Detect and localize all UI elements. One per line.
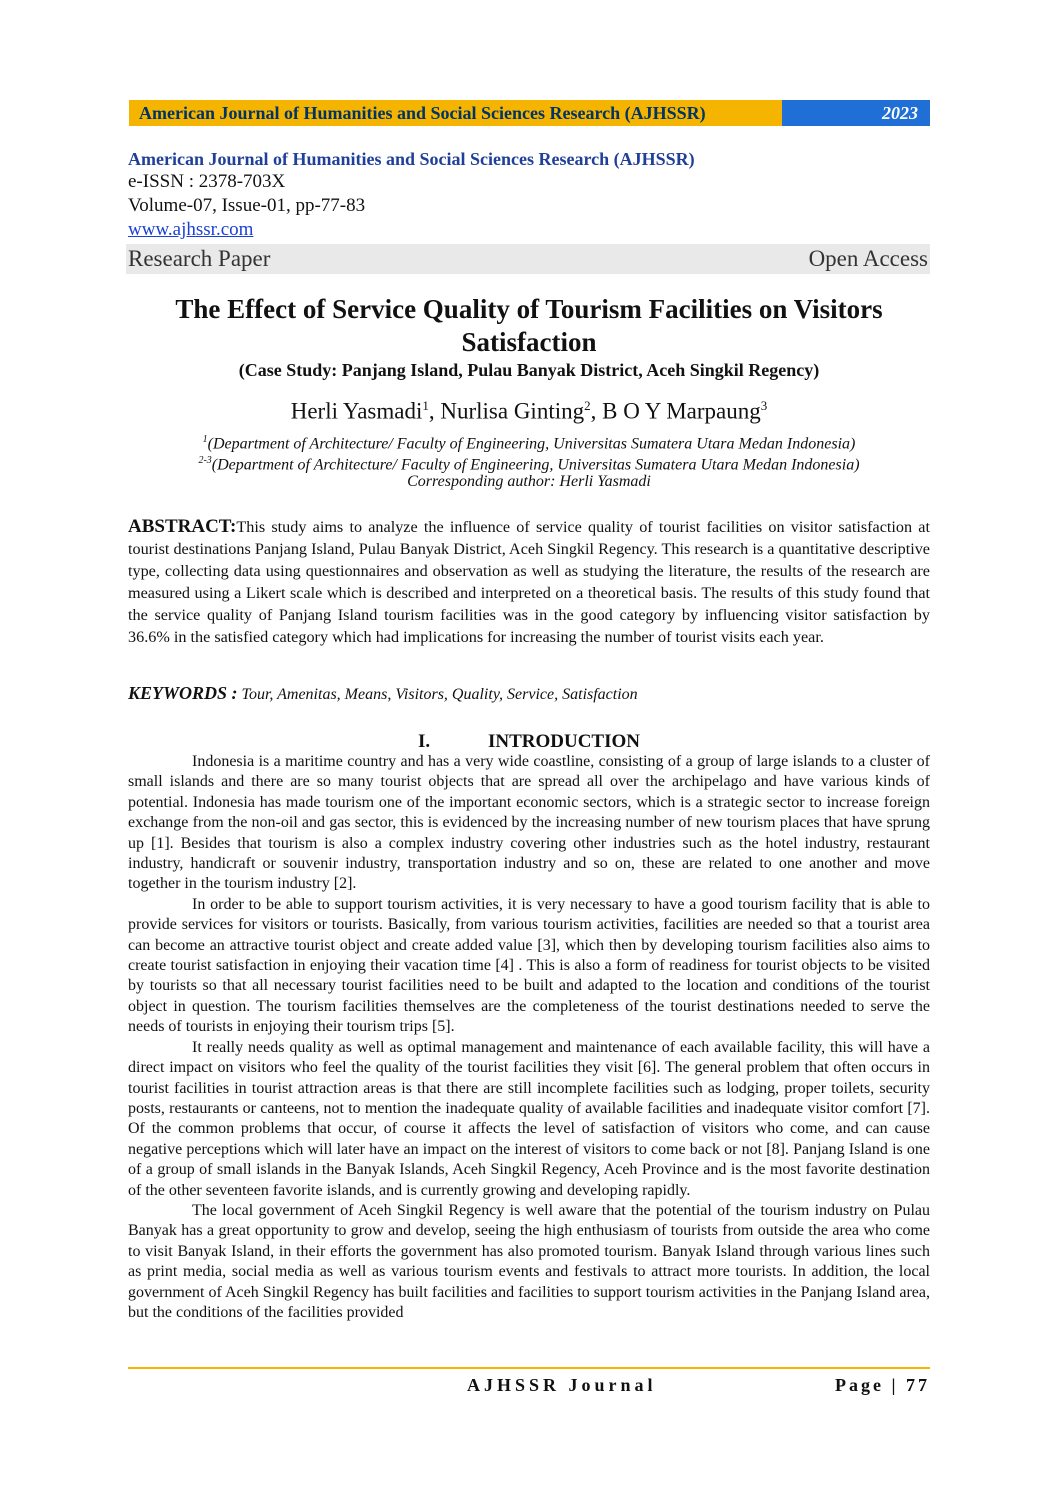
header-year-cell [782,100,930,126]
paper-subtitle: (Case Study: Panjang Island, Pulau Banyak District, Aceh Singkil Regency) [238,360,820,380]
author-affil-mark: 1 [422,398,429,413]
author-name: Herli Yasmadi [290,398,423,424]
corresponding-author: Corresponding author: Herli Yasmadi [407,473,651,490]
author-separator: , [590,398,603,424]
introduction-body [128,752,930,1323]
body-paragraph: In order to be able to support tourism activities, it is very necessary to have a good tourism facility that is able to provide services for visitors or tourists. Basically, from various tourism activities, facilities are needed so that a tourist area can become an attractive tourist object and create added value [3], which then by developing tourism facilities also aims to create tourist satisfaction in enjoying their vacation time [4] . This is also a form of readiness for tourist objects to be visited by tourists so that all necessary tourist facilities need to be built and adapted to the location and conditions of the tourist object in question. The tourism facilities themselves are the completeness of the tourist destinations needed to serve the needs of tourists in enjoying their tourism trips [5]. [128,895,930,1036]
abstract [128,516,930,648]
footer-journal-name: AJHSSR Journal [467,1375,657,1395]
access-type: Open Access [808,246,928,271]
page-footer [128,1375,930,1399]
journal-volume: Volume-07, Issue-01, pp-77-83 [128,195,366,216]
author-separator: , [428,398,441,424]
keywords-text: Tour, Amenitas, Means, Visitors, Quality, Service, Satisfaction [241,686,638,703]
journal-info-block [128,148,930,242]
header-year: 2023 [882,102,918,123]
body-paragraph: The local government of Aceh Singkil Regency is well aware that the potential of the tourism industry on Pulau Banyak has a great opportunity to grow and develop, seeing the high enthusiasm of tourists from outside the area who come to visit Banyak Island, in their efforts the government has also promoted tourism. Banyak Island through various lines such as print media, social media as well as various tourism events and festivals to attract more tourists. In addition, the local government of Aceh Singkil Regency has built facilities and facilities to support tourism activities in the Panjang Island area, but the conditions of the facilities provided [128,1201,930,1321]
journal-issn: e-ISSN : 2378-703X [128,171,286,192]
affiliation-text: (Department of Architecture/ Faculty of Engineering, Universitas Sumatera Utara Medan Indonesia) [207,435,856,453]
header-journal-title: American Journal of Humanities and Social Sciences Research (AJHSSR) [139,102,706,123]
author-name: Nurlisa Ginting [440,398,585,424]
journal-name: American Journal of Humanities and Social Sciences Research (AJHSSR) [128,149,695,169]
paper-type-bar [126,244,930,274]
section-title: INTRODUCTION [487,731,641,752]
affiliation-mark: 1 [202,434,208,445]
author-list [128,398,930,425]
abstract-label: ABSTRACT: [128,516,237,537]
section-number: I. [417,731,431,752]
journal-website-link[interactable]: www.ajhssr.com [128,219,254,240]
journal-header-band [129,100,930,126]
abstract-text: This study aims to analyze the influence of service quality of tourist facilities on visitor satisfaction at tourist destinations Panjang Island, Pulau Banyak District, Aceh Singkil Regency. This research is a quantitative descriptive type, collecting data using questionnaires and observation as well as studying the literature, the results of the research are measured using a Likert scale which is described and interpreted on a theoretical basis. The results of this study found that the service quality of Panjang Island tourism facilities was in the good category by influencing visitor satisfaction by 36.6% in the satisfied category which had implications for increasing the number of tourist visits each year. [128,518,930,646]
keywords-label: KEYWORDS : [128,683,238,703]
body-paragraph: Indonesia is a maritime country and has a very wide coastline, consisting of a group of large islands to a cluster of small islands and there are so many tourist objects that are spread all over the archipelago and have various kinds of potential. Indonesia has made tourism one of the important economic sectors, which is a strategic sector to increase foreign exchange from the non-oil and gas sector, this is evidenced by the increasing number of new tourism places that have sprung up [1]. Besides that tourism is also a complex industry covering other industries such as the hotel industry, restaurant industry, handicraft or souvenir industry, transportation industry and so on, these are related to one another and move together in the tourism industry [2]. [128,753,930,893]
affiliation-mark: 2-3 [198,455,212,466]
affiliation-text: (Department of Architecture/ Faculty of Engineering, Universitas Sumatera Utara Medan Indonesia) [211,456,860,474]
footer-divider [128,1367,930,1369]
author-affil-mark: 3 [760,398,768,413]
section-heading [128,731,930,753]
keywords [128,683,930,704]
footer-page-number: Page | 77 [835,1375,930,1395]
paper-type: Research Paper [128,246,271,271]
author-name: B O Y Marpaung [602,398,761,424]
header-journal-cell [129,100,782,126]
body-paragraph: It really needs quality as well as optimal management and maintenance of each available facility, this will have a direct impact on visitors who feel the quality of the tourist facilities they visit [6]. The general problem that often occurs in tourist facilities in tourist attraction areas is that there are still incomplete facilities such as lodging, proper toilets, security posts, restaurants or canteens, not to mention the inadequate quality of available facilities and inadequate visitor comfort [7]. Of the common problems that occur, of course it affects the level of satisfaction of visitors who come, and can cause negative perceptions which will later have an impact on the interest of visitors to come back or not [8]. Panjang Island is one of a group of small islands in the Banyak Islands, Aceh Singkil Regency, Aceh Province and is the most favorite destination of the other seventeen favorite islands, and is currently growing and developing rapidly. [128,1038,930,1199]
paper-title: The Effect of Service Quality of Tourism Facilities on Visitors Satisfaction [175,294,883,357]
author-affil-mark: 2 [584,398,591,413]
